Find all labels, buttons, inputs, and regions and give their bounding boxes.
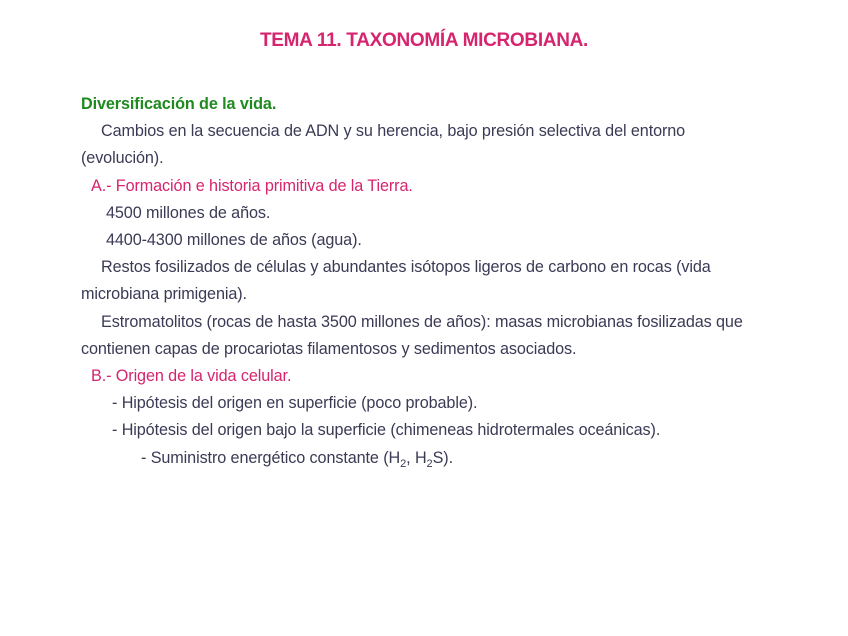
page-title: TEMA 11. TAXONOMÍA MICROBIANA. [259, 30, 589, 51]
subitem-suffix: S). [432, 448, 453, 467]
section-b-item: - Hipótesis del origen en superficie (poco probable). [112, 394, 478, 413]
section-b-subitem [81, 445, 771, 472]
slide-content [81, 91, 771, 472]
section-a-item: 4500 millones de años. [106, 203, 271, 222]
subitem-prefix: - Suministro energético constante (H [141, 448, 401, 467]
subscript: 2 [400, 457, 407, 470]
section-heading: Diversificación de la vida. [81, 95, 277, 113]
section-a-item: Restos fosilizados de células y abundantes isótopos ligeros de carbono en rocas (vida microbiana primigenia). [81, 258, 711, 304]
section-a-title: A.- Formación e historia primitiva de la Tierra. [91, 176, 413, 195]
section-a-item: Estromatolitos (rocas de hasta 3500 millones de años): masas microbianas fosilizadas que contienen capas de procariotas filamentosos y sedimentos asociados. [81, 312, 743, 358]
subitem-mid: , H [406, 448, 427, 467]
section-b-item: - Hipótesis del origen bajo la superficie (chimeneas hidrotermales oceánicas). [112, 421, 661, 440]
section-a-item: 4400-4300 millones de años (agua). [106, 231, 362, 250]
intro-paragraph: Cambios en la secuencia de ADN y su herencia, bajo presión selectiva del entorno (evolución). [81, 122, 686, 168]
section-b-title: B.- Origen de la vida celular. [91, 367, 292, 386]
subscript: 2 [426, 457, 433, 470]
